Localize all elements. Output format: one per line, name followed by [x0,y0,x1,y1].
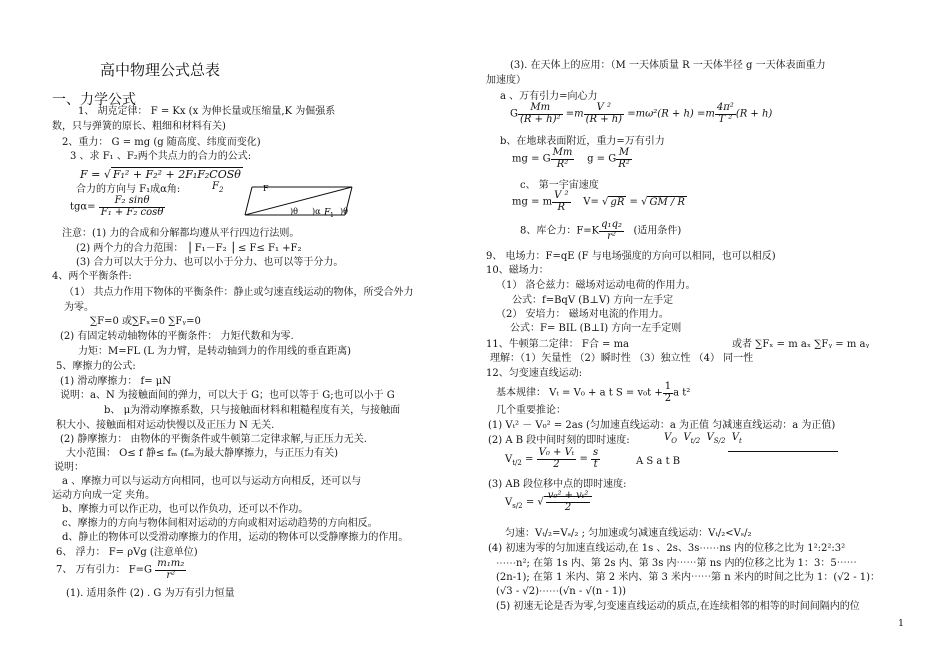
segment-labels: A S a t B [636,456,681,467]
celestial-heading: (3). 在天体上的应用：（M 一天体质量 R 一天体半径 g 一天体表面重力 [510,60,826,71]
section-heading: 一、力学公式 [52,92,136,108]
gravitation-notes: (1). 适用条件 (2) . G 为万有引力恒量 [66,588,235,599]
corollary-4: (4) 初速为零的匀加速直线运动,在 1s 、2s、3s⋯⋯ns 内的位移之比为 1²:2²:3² [488,543,846,554]
ampere-force: （2） 安培力： 磁场对电流的作用力。 [496,309,669,320]
resultant-heading: 3 、求 F₁ 、F₂两个共点力的合力的公式: [70,151,252,162]
celestial-heading-2: 加速度） [486,75,526,86]
corollary-3: (3) AB 段位移中点的即时速度: [488,479,627,490]
equilibrium-2: (2) 有固定转动轴物体的平衡条件： 力矩代数和为零. [60,331,294,342]
gravity: 2、重力： G = mg (g 随高度、纬度而变化) [62,137,261,148]
static-note-a2: 运动方向成一定 夹角。 [52,490,156,501]
svg-text:)α: )α [312,207,321,216]
static-note-a: a 、摩擦力可以与运动方向相同，也可以与运动方向相反，还可以与 [62,476,362,487]
equilibrium-sum: ∑F=0 或∑Fₓ=0 ∑Fᵧ=0 [90,316,201,327]
corollary-5: (5) 初速无论是否为零,匀变速直线运动的质点,在连续相邻的相等的时间间隔内的位 [496,601,860,612]
equilibrium-1: （1） 共点力作用下物体的平衡条件：静止或匀速直线运动的物体，所受合外力 [64,287,414,298]
surface-gravity-formula: mg = G $\frac{Mm}{\text{R²}}$ g = G $\frac{M}{\text{R²}}$ [512,147,630,170]
universal-gravitation: 7、 万有引力： F=G $\frac{\text{m₁m₂}}{\text{r²}}$ [56,558,185,581]
corollary-2: (2) A B 段中间时刻的即时速度: [488,435,630,446]
page-title: 高中物理公式总表 [100,61,221,79]
static-note-d: d、静止的物体可以受滑动摩擦力的作用，运动的物体可以受静摩擦力的作用。 [62,532,409,543]
svg-text:)θ: )θ [290,207,298,216]
svg-text:F: F [263,184,269,193]
corollary-4d: (√3 - √2)⋯⋯(√n - √(n - 1)) [496,586,627,597]
lorentz-formula: 公式：f=BqV (B⊥V) 方向一左手定 [512,295,674,306]
note-3: (3) 合力可以大于分力、也可以小于分力、也可以等于分力。 [76,257,344,268]
svg-text:)θ: )θ [340,207,348,216]
friction-note-b2: 积大小、接触面相对运动快慢以及正压力 N 无关. [56,420,275,431]
resultant-direction: 合力的方向与 F₁成α角: [76,184,181,195]
page-number: 1 [898,618,905,629]
torque: 力矩：M=FL (L 为力臂，是转动轴到力的作用线的垂直距离) [78,346,351,357]
sliding-friction: (1) 滑动摩擦力： f= μN [60,376,172,387]
newton-understanding: 理解：（1）矢量性 （2）瞬时性 （3）独立性 （4） 同一性 [490,353,754,364]
corollary-4b: ⋯⋯n²; 在第 1s 内、第 2s 内、第 3s 内⋯⋯第 ns 内的位移之比为 1：3：5⋯⋯ [496,558,857,569]
mid-time-velocity: $V_{t/2}$ = $\frac{\text{V₀ + Vₜ}}{2}$ = $\frac{s}{t}$ [505,447,599,470]
note-1: 注意：(1) 力的合成和分解都均遵从平行四边行法则。 [62,228,300,239]
force-diagram [240,182,355,220]
static-friction: (2) 静摩擦力： 由物体的平衡条件或牛顿第二定律求解,与正压力无关. [60,434,367,445]
hooke-law-note: 数，只与弹簧的原长、粗细和材料有关) [52,121,226,132]
lorentz-force: （1） 洛仑兹力：磁场对运动电荷的作用力。 [496,280,696,291]
corollaries-heading: 几个重要推论： [496,405,566,416]
newton-second-law: 11、牛顿第二定律： F合 = ma [486,339,630,350]
equilibrium-1b: 为零。 [64,302,94,313]
f2-label: $F_2$ [212,181,224,194]
corollary-1: (1) Vₜ² － V₀² = 2as (匀加速直线运动：a 为正值 匀减速直线运动：a 为正值) [488,420,836,431]
segment-line [728,451,838,452]
velocity-comparison: 匀速：Vₜ/₂=Vₛ/₂ ; 匀加速或匀减速直线运动：Vₜ/₂<Vₛ/₂ [505,528,752,539]
buoyancy: 6、 浮力： F= ρVg (注意单位) [56,547,198,558]
static-friction-range: 大小范围： O≤ f 静≤ fₘ (fₘ为最大静摩擦力，与正压力有关) [66,448,339,459]
first-cosmic-velocity: c、 第一宇宙速度 [520,180,599,191]
uniform-accel-heading: 12、匀变速直线运动: [486,368,583,379]
cosmic-velocity-formula: mg = m $\frac{\text{V ²}}{R}$ V= √ gR = √ GM / R [512,190,685,213]
corollary-4c: (2n-1); 在第 1 米内、第 2 米内、第 3 米内⋯⋯第 n 米内的时间之比为 1：(√2 - 1)： [496,572,881,583]
static-note-b: b、摩擦力可以作正功，也可以作负功，还可以不作功。 [62,504,309,515]
kinematics-basic: 基本规律： Vₜ = V₀ + a t S = v₀t + $\frac{1}{2}$ a t² [496,381,691,404]
newton-components: 或者 ∑Fₓ = m aₓ ∑Fᵧ = m aᵧ [732,339,870,350]
friction-note-b: b、 μ为滑动摩擦系数，只与接触面材料和粗糙程度有关，与接触面 [104,405,401,416]
equilibrium-heading: 4、两个平衡条件: [52,271,132,282]
svg-text:F: F [324,208,331,218]
note-2: (2) 两个力的合力范围： ⎥ F₁－F₂ ⎥ ≤ F≤ F₁ +F₂ [76,243,302,254]
magnetic-heading: 10、磁场力： [486,265,549,276]
friction-heading: 5、摩擦力的公式: [56,361,136,372]
resultant-formula: F = √ F₁² + F₂² + 2F₁F₂COSθ [80,168,241,181]
hooke-law: 1、 胡克定律： F = Kx (x 为伸长量或压缩量,K 为倔强系 [78,106,336,117]
friction-note-a: 说明：a、N 为接触面间的弹力，可以大于 G；也可以等于 G;也可以小于 G [60,390,395,401]
electric-force: 9、 电场力：F=qE (F 与电场强度的方向可以相同，也可以相反) [486,251,776,262]
mid-position-velocity: $V_{s/2}$ = √ $\frac{\text{v₀² + vₜ²}}{2}$ [505,491,592,513]
velocity-labels: $V_O$ $V_{t/2}$ $V_{S/2}$ $V_t$ [664,432,742,445]
gravity-centripetal: a 、万有引力=向心力 [500,91,598,102]
static-note-heading: 说明： [54,462,84,473]
centripetal-formula: G $\frac{Mm}{\text{(R + h)²}}$ =m $\frac{\text{V ²}}{(R + h)}$ =mω²(R + h) =m $\frac{\text{4π²}}{\text{T ²}}$ (R + h) [510,102,773,125]
coulomb-force: 8、库仑力：F=K $\frac{\text{q₁q₂}}{\text{r²}}$ (适用条件) [520,219,682,242]
svg-text:1: 1 [330,212,334,219]
ampere-formula: 公式：F= BIL (B⊥I) 方向一左手定则 [510,323,682,334]
static-note-c: c、摩擦力的方向与物体间相对运动的方向或相对运动趋势的方向相反。 [62,518,378,529]
surface-gravity: b、在地球表面附近，重力=万有引力 [500,136,665,147]
tangent-formula: tgα= $\frac{\text{F₂ sinθ}}{\text{F₁ + F₂ cosθ}}$ [70,195,164,218]
